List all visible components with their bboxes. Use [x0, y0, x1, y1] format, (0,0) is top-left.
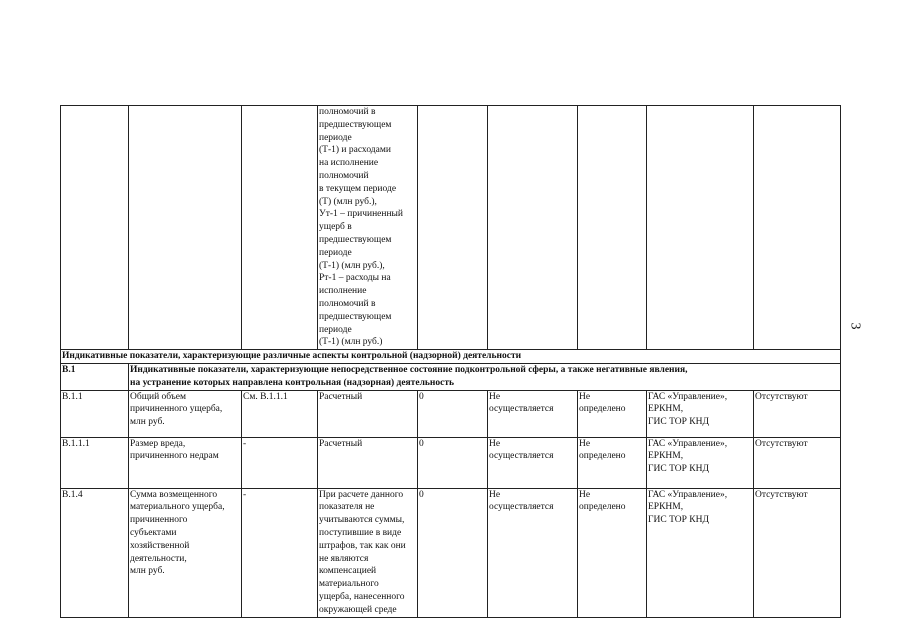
row-method: При расчете данного показателя не учитываются суммы, поступившие в виде штрафов, так как они не являются компенсацией материального ущерба, нанесенного окружающей среде [318, 488, 418, 617]
row-target: 0 [418, 437, 488, 488]
page-number: 3 [847, 322, 863, 330]
cell [578, 106, 647, 350]
row-note: Отсутствуют [754, 390, 841, 437]
row-target: 0 [418, 488, 488, 617]
table-row [61, 437, 841, 488]
row-source: ГАС «Управление», ЕРКНМ, ГИС ТОР КНД [647, 488, 754, 617]
subsection-title: Индикативные показатели, характеризующие непосредственное состояние подконтрольной сферы, а также негативные явления, на устранение которых направлена контрольная (надзорная) деятельность [129, 363, 841, 390]
continuation-row [61, 106, 841, 350]
row-name: Общий объем причиненного ущерба, млн руб. [129, 390, 242, 437]
cell [242, 106, 318, 350]
row-source: ГАС «Управление», ЕРКНМ, ГИС ТОР КНД [647, 437, 754, 488]
row-note: Отсутствуют [754, 437, 841, 488]
row-source: ГАС «Управление», ЕРКНМ, ГИС ТОР КНД [647, 390, 754, 437]
cell [754, 106, 841, 350]
section-heading-row [61, 350, 841, 364]
subsection-code: В.1 [61, 363, 129, 390]
row-target: 0 [418, 390, 488, 437]
table-row [61, 390, 841, 437]
cell [647, 106, 754, 350]
row-method: Расчетный [318, 437, 418, 488]
row-code: В.1.1.1 [61, 437, 129, 488]
cell [129, 106, 242, 350]
row-col6: Не осуществляется [488, 437, 578, 488]
row-code: В.1.1 [61, 390, 129, 437]
row-col7: Не определено [578, 488, 647, 617]
cell [61, 106, 129, 350]
row-col7: Не определено [578, 390, 647, 437]
row-method: Расчетный [318, 390, 418, 437]
row-ref: - [242, 488, 318, 617]
row-note: Отсутствуют [754, 488, 841, 617]
indicators-table [60, 105, 841, 618]
formula-cell: полномочий в предшествующем периоде (Т-1) и расходами на исполнение полномочий в текущем периоде (Т) (млн руб.), Ут-1 – причиненный ущерб в предшествующем периоде (Т-1) (млн руб.), Рт-1 – расходы на исполнение полномочий в предшествующем периоде (Т-1) (млн руб.) [318, 106, 418, 350]
row-name: Размер вреда, причиненного недрам [129, 437, 242, 488]
row-col7: Не определено [578, 437, 647, 488]
table-row [61, 488, 841, 617]
row-col6: Не осуществляется [488, 390, 578, 437]
row-ref: См. В.1.1.1 [242, 390, 318, 437]
row-col6: Не осуществляется [488, 488, 578, 617]
row-ref: - [242, 437, 318, 488]
row-code: В.1.4 [61, 488, 129, 617]
cell [488, 106, 578, 350]
section-heading: Индикативные показатели, характеризующие различные аспекты контрольной (надзорной) деятельности [61, 350, 841, 364]
cell [418, 106, 488, 350]
subsection-row [61, 363, 841, 390]
row-name: Сумма возмещенного материального ущерба, причиненного субъектами хозяйственной деятельности, млн руб. [129, 488, 242, 617]
